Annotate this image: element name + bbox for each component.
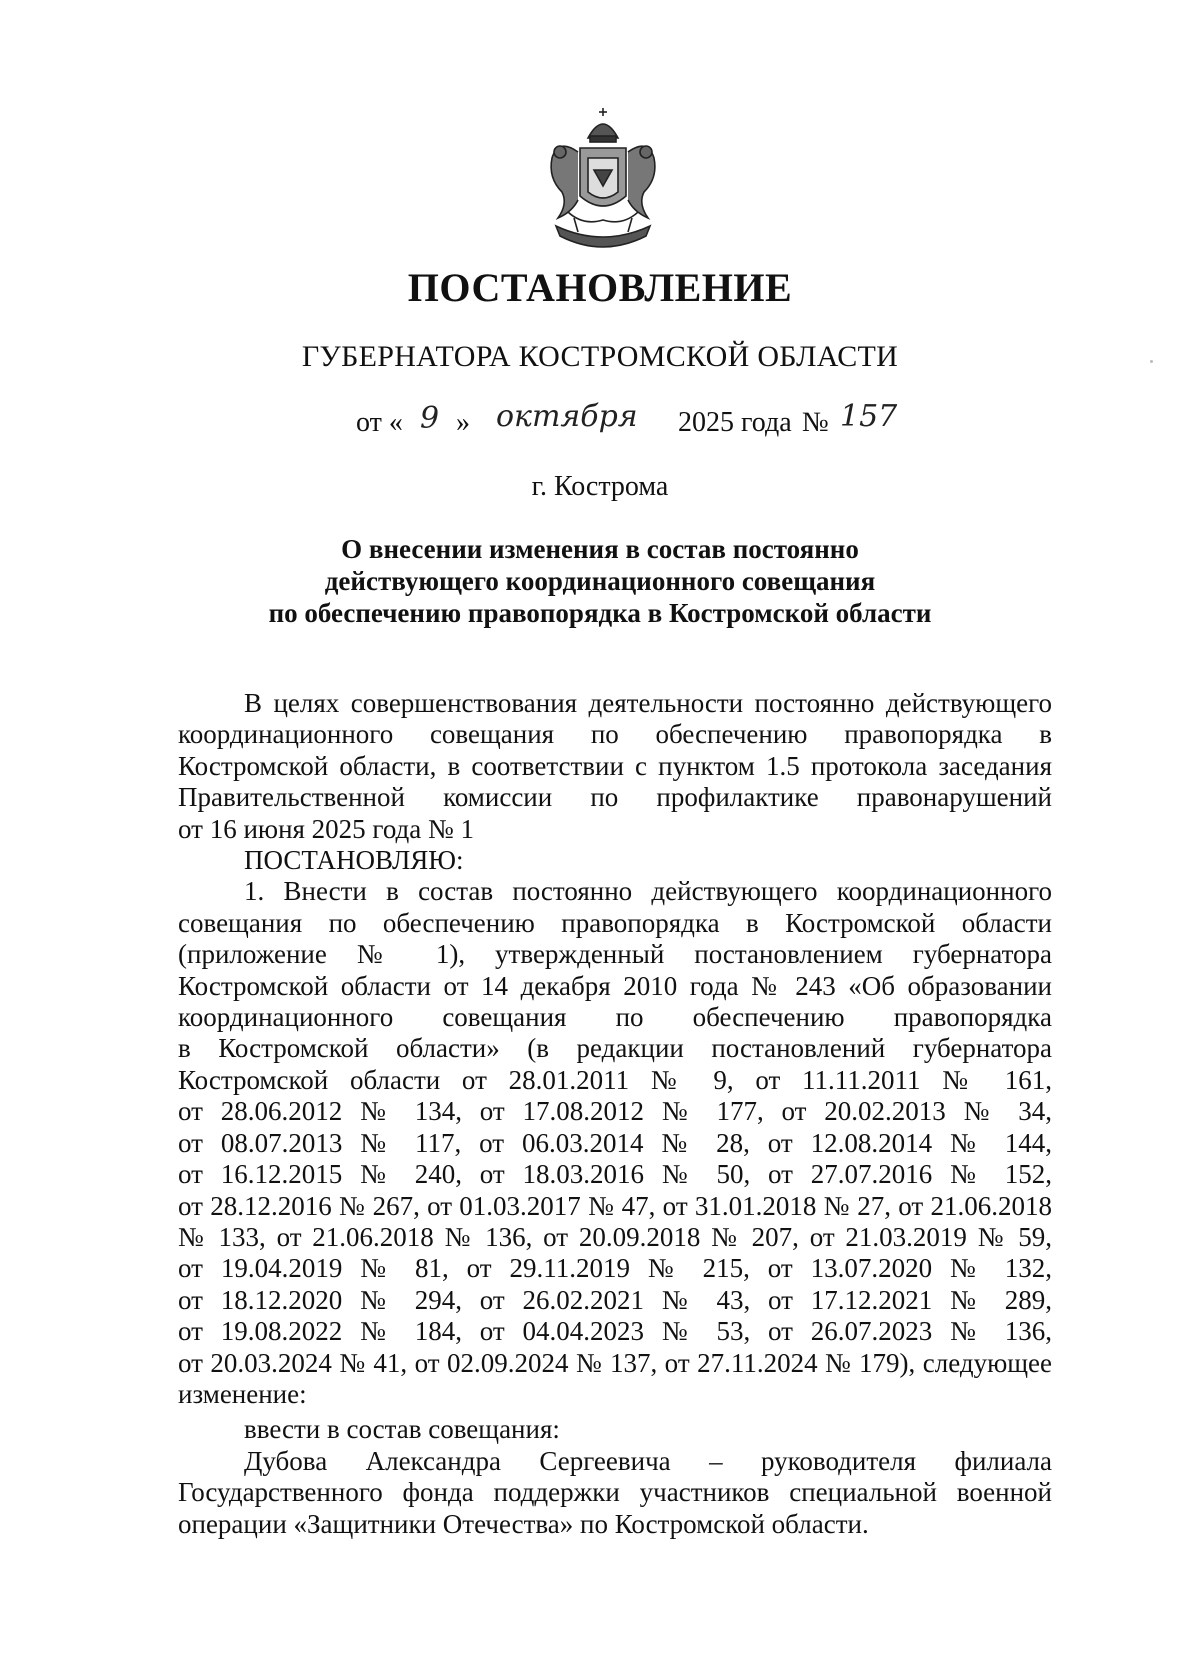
document-city: г. Кострома [531, 471, 669, 502]
date-year: 2025 года [678, 407, 792, 438]
body-line: от 20.03.2024 № 41, от 02.09.2024 № 137, от 27.11.2024 № 179), следующее [178, 1347, 1052, 1378]
body-line: ввести в состав совещания: [244, 1414, 560, 1445]
body-line: от 19.04.2019 № 81, от 29.11.2019 № 215, от 13.07.2020 № 132, [178, 1253, 1052, 1284]
body-line: В целях совершенствования деятельности постоянно действующего [244, 688, 1052, 718]
heading-line: О внесении изменения в состав постоянно [341, 534, 859, 564]
body-line: от 28.12.2016 № 267, от 01.03.2017 № 47, от 31.01.2018 № 27, от 21.06.2018 [178, 1190, 1052, 1221]
heading-line: по обеспечению правопорядка в Костромской области [268, 598, 932, 628]
date-prefix: от « [356, 407, 403, 438]
body-line: координационного совещания по обеспечению правопорядка в [178, 719, 1052, 750]
body-line: от 19.08.2022 № 184, от 04.04.2023 № 53, от 26.07.2023 № 136, [178, 1316, 1052, 1347]
body-line: от 16 июня 2025 года № 1 [178, 813, 475, 844]
body-line: № 133, от 21.06.2018 № 136, от 20.09.2018 № 207, от 21.03.2019 № 59, [178, 1221, 1052, 1252]
body-line: (приложение № 1), утвержденный постановлением губернатора [178, 939, 1052, 970]
body-line: Костромской области от 28.01.2011 № 9, от 11.11.2011 № 161, [178, 1064, 1052, 1095]
body-line: Дубова Александра Сергеевича – руководителя филиала [244, 1445, 1052, 1476]
body-line: от 16.12.2015 № 240, от 18.03.2016 № 50, от 27.07.2016 № 152, [178, 1159, 1052, 1190]
coat-of-arms-icon [538, 108, 668, 258]
body-line: от 18.12.2020 № 294, от 26.02.2021 № 43, от 17.12.2021 № 289, [178, 1284, 1052, 1315]
document-body [178, 688, 1052, 1540]
document-heading [150, 533, 1050, 629]
number-sign: № [802, 407, 829, 438]
body-line: Правительственной комиссии по профилактике правонарушений [178, 782, 1052, 813]
body-line: от 08.07.2013 № 117, от 06.03.2014 № 28, от 12.08.2014 № 144, [178, 1127, 1052, 1158]
body-line: операции «Защитники Отечества» по Костромской области. [178, 1508, 869, 1539]
body-line: координационного совещания по обеспечению правопорядка [178, 1002, 1052, 1033]
body-line: Костромской области от 14 декабря 2010 года № 243 «Об образовании [178, 970, 1052, 1001]
body-line: совещания по обеспечению правопорядка в Костромской области [178, 907, 1052, 938]
body-line: Государственного фонда поддержки участников специальной военной [178, 1477, 1052, 1508]
body-line: изменение: [178, 1378, 307, 1409]
date-close-quote: » [456, 407, 470, 438]
document-number: 157 [840, 399, 898, 434]
heading-line: действующего координационного совещания [324, 566, 876, 596]
document-date-line [356, 399, 956, 457]
body-line: 1. Внести в состав постоянно действующего координационного [244, 876, 1052, 907]
document-title: ПОСТАНОВЛЕНИЕ [407, 265, 793, 310]
body-line: Костромской области, в соответствии с пунктом 1.5 протокола заседания [178, 750, 1052, 781]
body-line: от 28.06.2012 № 134, от 17.08.2012 № 177, от 20.02.2013 № 34, [178, 1096, 1052, 1127]
body-line: в Костромской области» (в редакции постановлений губернатора [178, 1033, 1052, 1064]
date-month: октября [496, 399, 638, 434]
date-day: 9 [420, 401, 440, 436]
body-line: ПОСТАНОВЛЯЮ: [244, 845, 464, 876]
scan-speck [1150, 360, 1153, 363]
document-issuer: ГУБЕРНАТОРА КОСТРОМСКОЙ ОБЛАСТИ [301, 340, 899, 373]
